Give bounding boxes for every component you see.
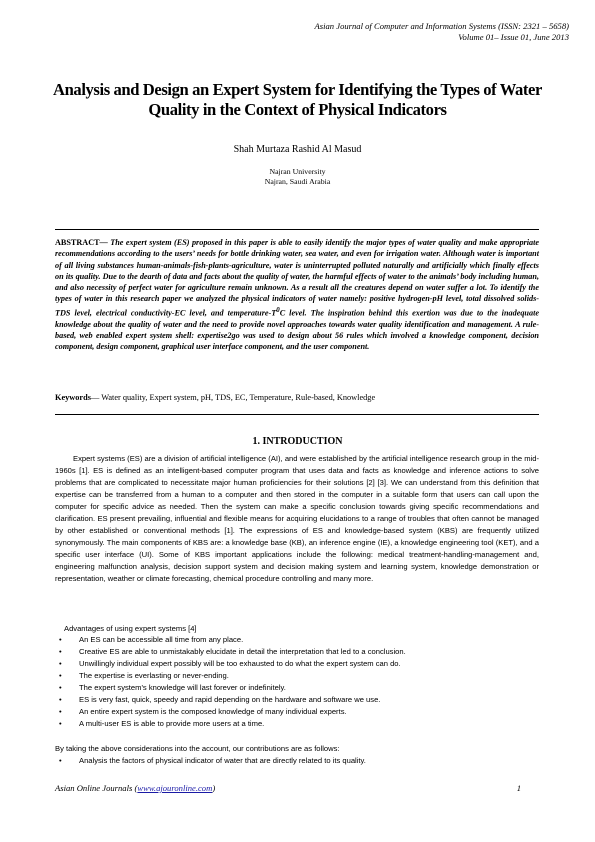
author-affiliation [0,167,595,187]
list-item [55,634,539,646]
footer [55,783,215,793]
advantages-list [55,634,539,730]
page-number: 1 [516,783,521,793]
abstract-text-part-2: C level. The inspiration behind this exertion was due to the inadequate knowledge about the quality of water and the need to provide novel approaches towards water quality identification and management. A rule-based, web enabled expert system shell: expertise2go was used to design about 56 rules which involved a knowledge component, decision component, design component, graphical user interface component, and the user component. [55,308,539,352]
abstract-label: ABSTRACT [55,238,100,247]
keywords-bottom-rule [55,414,539,415]
list-item [55,658,539,670]
list-item-text: Analysis the factors of physical indicator of water that are directly related to its quality. [79,756,366,765]
bullet-icon: • [59,756,62,765]
advantages-heading: Advantages of using expert systems [4] [64,624,197,633]
list-item [55,718,539,730]
list-item [55,670,539,682]
footer-suffix: ) [212,783,216,793]
abstract-separator: — [99,238,111,247]
bullet-icon: • [59,647,62,656]
list-item [55,682,539,694]
bullet-icon: • [59,659,62,668]
journal-website-link[interactable]: www.ajouronline.com [137,783,213,793]
list-item [55,694,539,706]
bullet-icon: • [59,683,62,692]
author-name: Shah Murtaza Rashid Al Masud [233,144,362,155]
list-item [55,706,539,718]
bullet-icon: • [59,695,62,704]
list-item-text: Creative ES are able to unmistakably elucidate in detail the interpretation that led to a conclusion. [79,647,406,656]
degree-superscript: 0 [276,306,280,314]
affiliation-line-1: Najran University [269,167,326,176]
affiliation-line-2: Najran, Saudi Arabia [264,177,331,186]
introduction-text: Expert systems (ES) are a division of artificial intelligence (AI), and were established by the artificial intelligence research group in the mid-1960s [1]. ES is defined as an intelligent-based computer program that uses data and facts as knowledge and inference actions to solve problems that are complicated to necessitate major human proficiencies for their solutions [2] [3]. We can understand from this definition that expertise can be transferred from a human to a computer and then stored in the computer in a suitable form that users can call upon the computer for specific advice as needed. Then the system can make a specific conclusion towards giving specific recommendations and clarification. ES present prevailing, influential and flexible means for acquiring elucidations to a range of troubles that often cannot be managed by other established or conventional methods [1]. The expressions of ES and knowledge-based system (KBS) are frequently utilized synonymously. The main components of KBS are: a knowledge base (KB), an inference engine (IE), a knowledge engineering tool (KET), and a specific user interface (UI). Some of KBS important applications include the following: medical treatment-handling-management and, engineering malfunction analysis, decision support system and decision making system and learning system, knowledge demonstration or representation, weather or climate forecasting, chemical procedure controlling and many more. [55,454,539,583]
contributions-list [55,755,539,767]
contributions-heading: By taking the above considerations into the account, our contributions are as follows: [55,744,340,753]
keywords-label: Keywords [55,393,91,402]
abstract-text-part-1: The expert system (ES) proposed in this paper is able to easily identify the major types of water quality and make appropriate recommendations according to the users’ needs for bottle drinking water, sea water, and even for irrigation water. Although water is important of all living substances human-animals-fish-plants-agriculture, water is uninterrupted polluted naturally and artificially which finally effects on its quality. Due to the dearth of data and facts about the quality of water, the harmful effects of water to the animals’ body including human, and also necessity of perfect water for agriculture remain unknown. As a result all the creatures depend on water suffer a lot. To identify the types of water in this research paper we analyzed the physical indicators of water namely: positive hydrogen-pH level, total dissolved solids-TDS level, electrical conductivity-EC level, and temperature-T [55,238,540,318]
list-item [55,755,539,767]
keywords [55,393,539,402]
list-item [55,646,539,658]
list-item-text: An entire expert system is the composed knowledge of many individual experts. [79,707,347,716]
abstract-top-rule [55,229,539,230]
abstract [55,237,539,353]
bullet-icon: • [59,635,62,644]
bullet-icon: • [59,719,62,728]
keywords-separator: — [90,393,102,402]
footer-prefix: Asian Online Journals ( [55,783,138,793]
journal-header [315,21,569,43]
list-item-text: An ES can be accessible all time from any place. [79,635,244,644]
bullet-icon: • [59,707,62,716]
list-item-text: Unwillingly individual expert possibly will be too exhausted to do what the expert system can do. [79,659,401,668]
bullet-icon: • [59,671,62,680]
introduction-paragraph [55,453,539,585]
list-item-text: The expertise is everlasting or never-ending. [79,671,229,680]
journal-header-line-1: Asian Journal of Computer and Information Systems (ISSN: 2321 – 5658) [314,21,569,31]
journal-header-line-2: Volume 01– Issue 01, June 2013 [458,32,569,42]
paper-title: Analysis and Design an Expert System for Identifying the Types of Water Quality in the Context of Physical Indicators [53,80,542,119]
keywords-text: Water quality, Expert system, pH, TDS, EC, Temperature, Rule-based, Knowledge [101,393,376,402]
list-item-text: A multi-user ES is able to provide more users at a time. [79,719,265,728]
section-heading-introduction: 1. INTRODUCTION [252,436,343,447]
list-item-text: The expert system's knowledge will last forever or indefinitely. [79,683,286,692]
list-item-text: ES is very fast, quick, speedy and rapid depending on the hardware and software we use. [79,695,381,704]
